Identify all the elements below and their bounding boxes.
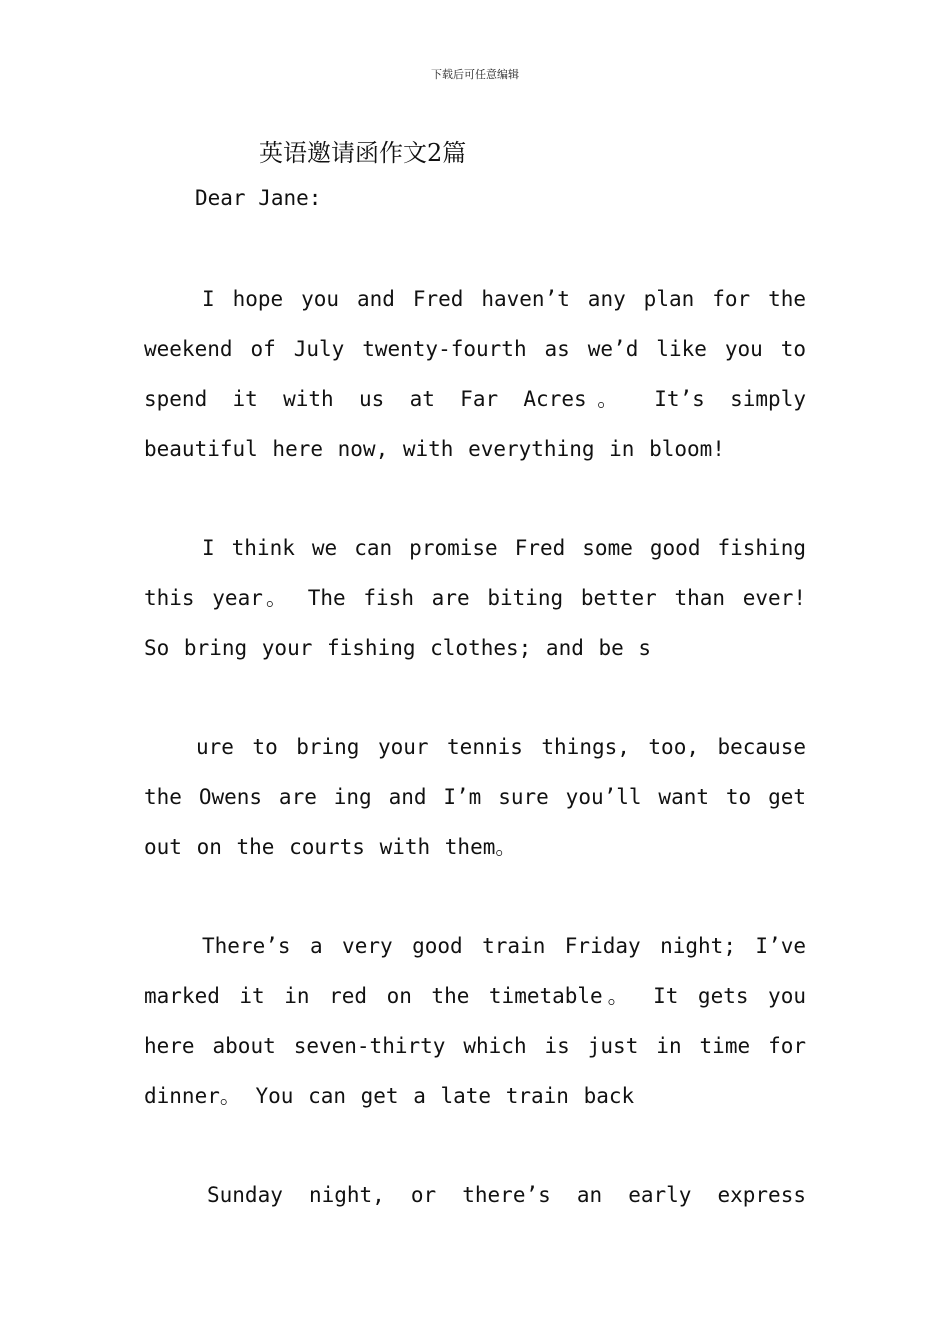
document-title: 英语邀请函作文2篇 (259, 139, 467, 167)
paragraph-line: ure to bring your tennis things, too, because (196, 735, 806, 759)
paragraph-line: dinner。 You can get a late train back (144, 1084, 635, 1108)
paragraph-line: spend it with us at Far Acres。 It’s simply (144, 387, 806, 411)
paragraph-line: out on the courts with them。 (144, 835, 517, 859)
paragraph-3 (144, 722, 806, 872)
paragraph-line: this year。 The fish are biting better than ever! (144, 586, 806, 610)
paragraph-line: So bring your fishing clothes; and be s (144, 636, 652, 660)
paragraph-line: Sunday night, or there’s an early express (207, 1183, 806, 1207)
paragraph-line: the Owens are ing and I’m sure you’ll want to get (144, 785, 806, 809)
paragraph-line: I hope you and Fred haven’t any plan for the (202, 287, 806, 311)
paragraph-line: beautiful here now, with everything in bloom! (144, 437, 725, 461)
paragraph-4 (144, 921, 806, 1121)
salutation: Dear Jane: (195, 186, 322, 210)
paragraph-line: weekend of July twenty-fourth as we’d like you to (144, 337, 806, 361)
paragraph-2 (144, 523, 806, 673)
paragraph-1 (144, 274, 806, 474)
paragraph-line: marked it in red on the timetable。 It gets you (144, 984, 806, 1008)
paragraph-line: There’s a very good train Friday night; I’ve (202, 934, 806, 958)
header-note: 下载后可任意编辑 (431, 68, 519, 81)
paragraph-line: here about seven-thirty which is just in time for (144, 1034, 806, 1058)
paragraph-line: I think we can promise Fred some good fishing (202, 536, 806, 560)
paragraph-5 (144, 1170, 806, 1220)
